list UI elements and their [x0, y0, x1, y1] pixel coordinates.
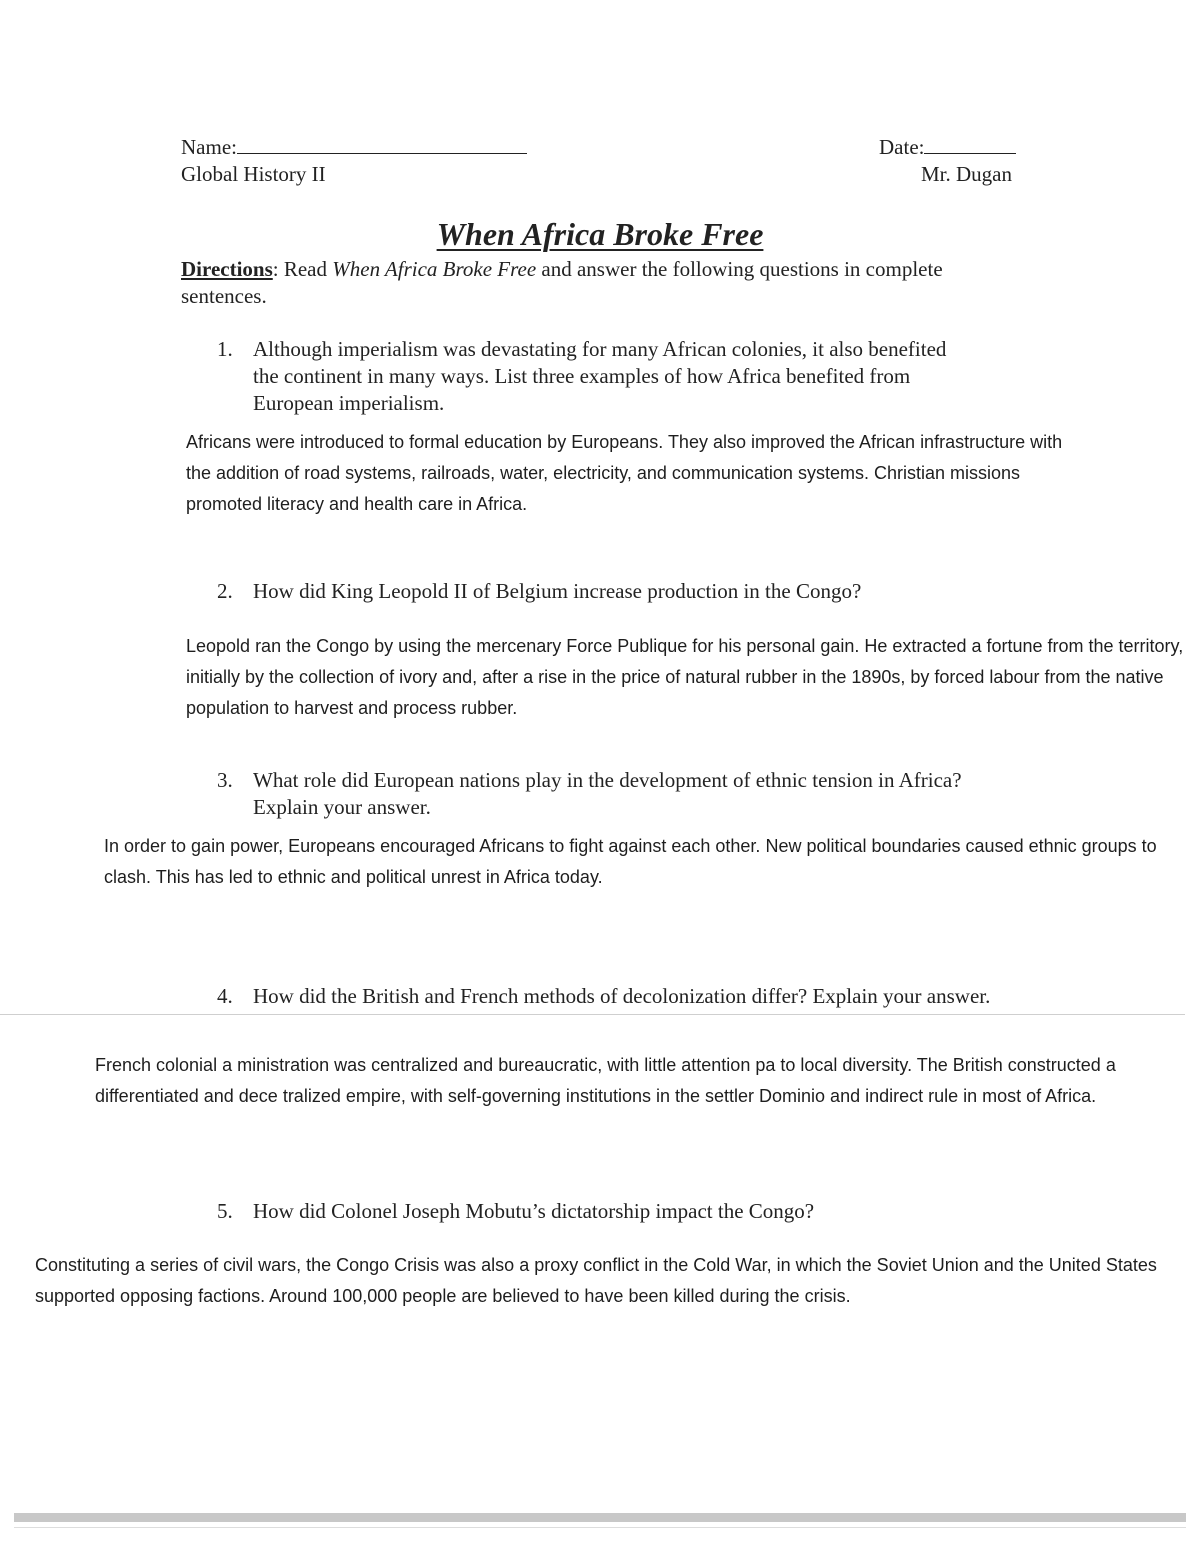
teacher-label: Mr. Dugan — [921, 162, 1012, 186]
course-label: Global History II — [181, 162, 326, 186]
answer-1: Africans were introduced to formal education by Europeans. They also improved the African infrastructure with the addition of road systems, railroads, water, electricity, and communication systems. Christian missions promoted literacy and health care in Africa. — [186, 432, 1063, 514]
directions-label: Directions — [181, 257, 273, 281]
question-text: How did Colonel Joseph Mobutu’s dictatorship impact the Congo? — [253, 1199, 815, 1223]
date-field — [879, 134, 1016, 160]
answer-3: In order to gain power, Europeans encouraged Africans to fight against each other. New political boundaries caused ethnic groups to clash. This has led to ethnic and political unrest in Africa today. — [104, 836, 1157, 887]
date-label: Date: — [879, 135, 925, 159]
answer-4: French colonial a ministration was centralized and bureaucratic, with little attention pa to local diversity. The British constructed a differentiated and dece tralized empire, with self-governing institutions in the settler Dominio and indirect rule in most of Africa. — [95, 1055, 1116, 1106]
directions — [181, 256, 971, 310]
question-number: 4. — [217, 984, 233, 1008]
directions-text-before: : Read — [272, 257, 333, 281]
name-field — [181, 134, 527, 160]
question-text: Although imperialism was devastating for many African colonies, it also benefited the continent in many ways. List three examples of how Africa benefited from European imperialism. — [253, 337, 947, 415]
name-label: Name: — [181, 135, 237, 159]
question-number: 3. — [217, 768, 233, 792]
page-title: When Africa Broke Free — [436, 216, 764, 252]
question-text: How did King Leopold II of Belgium increase production in the Congo? — [253, 579, 862, 603]
question-text: How did the British and French methods of decolonization differ? Explain your answer. — [253, 984, 991, 1008]
question-number: 2. — [217, 579, 233, 603]
answer-2: Leopold ran the Congo by using the mercenary Force Publique for his personal gain. He extracted a fortune from the territory, initially by the collection of ivory and, after a rise in the price of natural rubber in the 1890s, by forced labour from the native population to harvest and process rubber. — [186, 636, 1184, 718]
name-blank-line — [237, 137, 527, 154]
page-divider-line — [0, 1014, 1185, 1015]
answer-5: Constituting a series of civil wars, the Congo Crisis was also a proxy conflict in the Cold War, in which the Soviet Union and the United States supported opposing factions. Around 100,000 people are believed to have been killed during the crisis. — [35, 1255, 1157, 1306]
question-number: 5. — [217, 1199, 233, 1223]
directions-text-after: and answer the following questions in complete sentences. — [181, 257, 943, 308]
footer-rule — [14, 1527, 1186, 1528]
footer-bar — [14, 1513, 1186, 1522]
question-text: What role did European nations play in the development of ethnic tension in Africa? Explain your answer. — [253, 768, 962, 819]
directions-reading-title: When Africa Broke Free — [332, 257, 537, 281]
question-number: 1. — [217, 337, 233, 361]
date-blank-line — [924, 137, 1016, 154]
